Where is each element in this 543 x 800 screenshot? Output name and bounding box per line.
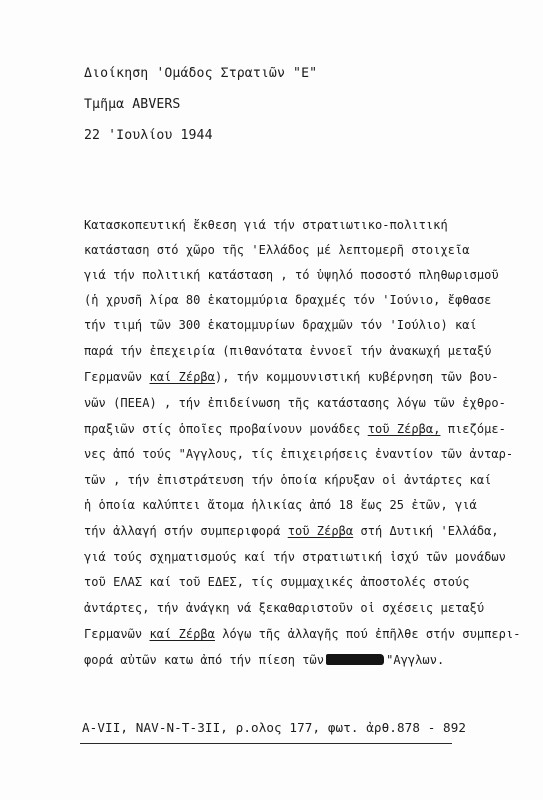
body-line [84,370,499,384]
body-line [84,627,521,641]
body-line: τῶν , τήν ἐπιστράτευση τήν ὁποία κήρυξαν οἱ ἀντάρτες καί [84,473,492,487]
body-line: κατάσταση στό χῶρο τῆς 'Ελλάδος μέ λεπτομερῆ στοιχεῖα [84,243,470,257]
underlined-name: καί Ζέρβα [149,370,215,384]
body-line: νῶν (ΠΕΕΑ) , τήν ἐπιδείνωση τῆς κατάστασης λόγω τῶν ἐχθρο- [84,396,506,410]
body-line [84,422,506,436]
text-run: στή Δυτική 'Ελλάδα, [353,524,499,538]
text-run: πιεζόμε- [440,422,506,436]
text-run: Γερμανῶν [84,370,150,384]
underlined-name: καί Ζέρβα [149,627,215,641]
text-run: φορά αὐτῶν κατω ἀπό τήν πίεση τῶν [84,653,325,667]
body-line: γιά τούς σχηματισμούς καί τήν στρατιωτική ἰσχύ τῶν μονάδων [84,550,506,564]
text-run: Γερμανῶν [84,627,150,641]
body-line [84,524,499,538]
header-date: 22 'Ιουλίου 1944 [84,128,213,143]
redaction-mark [326,654,384,665]
header-department: Τμῆμα ABVERS [84,97,181,112]
body-line: νες ἀπό τούς "Αγγλους, τίς ἐπιχειρήσεις ἐναντίον τῶν ἀνταρ- [84,447,514,461]
header-command: Διοίκηση 'Ομάδος Στρατιῶν "Ε" [84,66,318,81]
body-line: ἀντάρτες, τήν ἀνάγκη νά ξεκαθαριστοῦν οἱ σχέσεις μεταξύ [84,601,485,615]
body-line: παρά τήν ἐπεχειρία (πιθανότατα ἐννοεῖ τήν ἀνακωχή μεταξύ [84,344,492,358]
underlined-name: τοῦ Ζέρβα, [367,422,441,436]
body-line: ἡ ὁποία καλύπτει ἄτομα ἡλικίας ἀπό 18 ἕως 25 ἐτῶν, γιά [84,498,477,512]
text-run: λόγω τῆς ἀλλαγῆς πού ἐπῆλθε στήν συμπερι- [214,627,521,641]
text-run: πραξιῶν στίς ὁποῖες προβαίνουν μονάδες [84,422,368,436]
text-run: ), τήν κομμουνιστική κυβέρνηση τῶν βου- [214,370,499,384]
footer-underline [80,743,452,744]
body-line: (ἡ χρυσῆ λίρα 80 ἑκατομμύρια δραχμές τόν 'Ιούνιο, ἔφθασε [84,293,492,307]
body-line: Κατασκοπευτική ἔκθεση γιά τήν στρατιωτικο-πολιτική [84,218,448,232]
archive-reference: A-VII, NAV-N-T-3II, ρ.ολος 177, φωτ. ἀρθ.878 - 892 [82,720,467,735]
body-line [84,653,444,667]
body-line: τοῦ ΕΛΑΣ καί τοῦ ΕΔΕΣ, τίς συμμαχικές ἀποστολές στούς [84,575,470,589]
text-run: "Αγγλων. [386,653,445,667]
body-line: γιά τήν πολιτική κατάσταση , τό ὑψηλό ποσοστό πληθωρισμοῦ [84,268,499,282]
underlined-name: τοῦ Ζέρβα [287,524,354,538]
text-run: τήν ἀλλαγή στήν συμπεριφορά [84,524,288,538]
body-line: τήν τιμή τῶν 300 ἑκατομμυρίων δραχμῶν τόν 'Ιούλιο) καί [84,318,477,332]
